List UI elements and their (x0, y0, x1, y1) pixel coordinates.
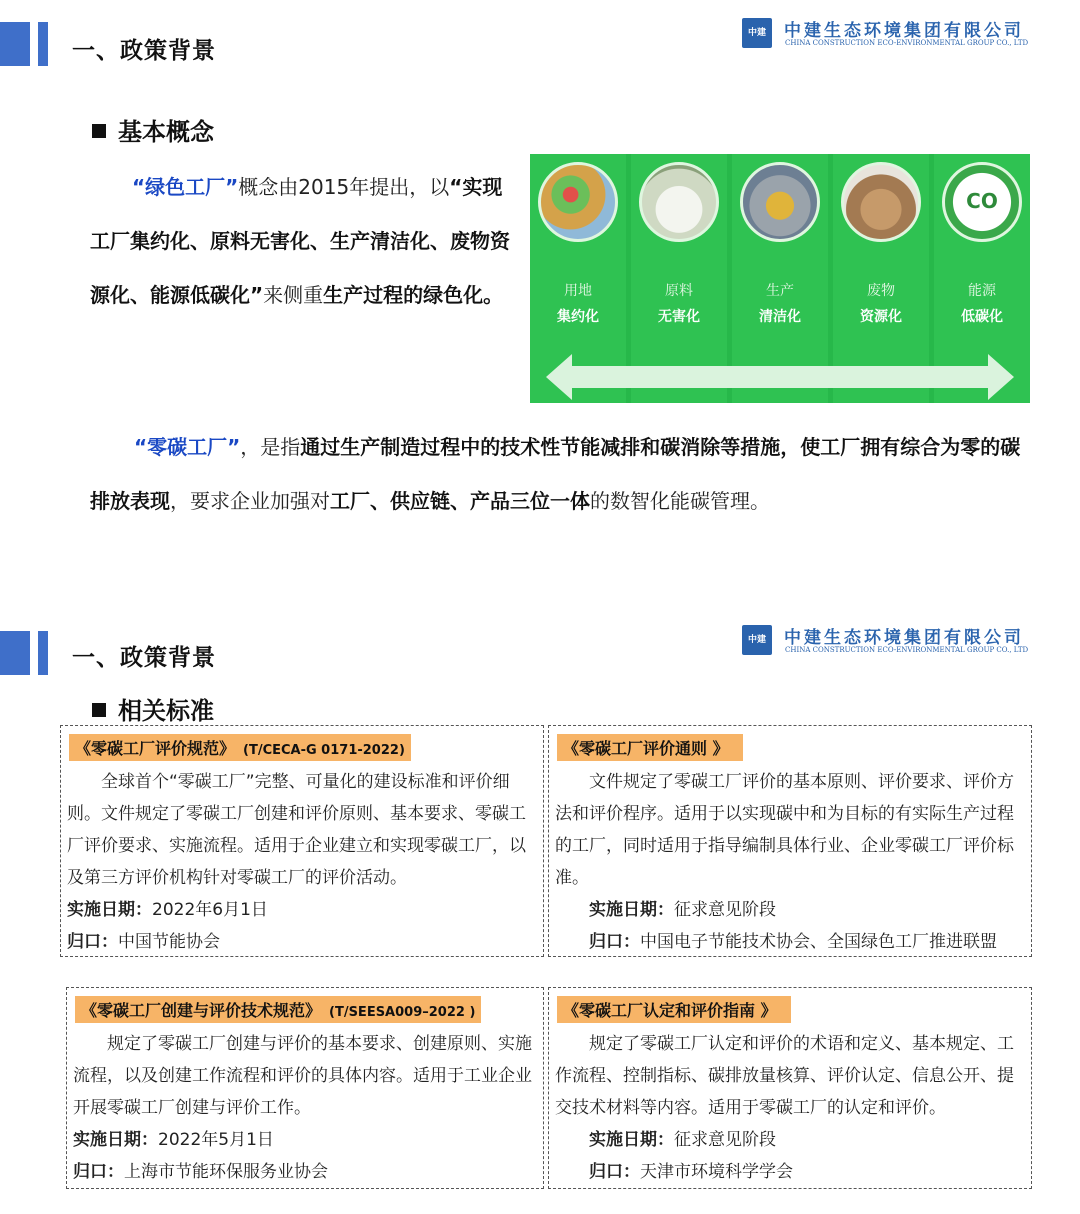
standard-description: 文件规定了零碳工厂评价的基本原则、评价要求、评价方法和评价程序。适用于以实现碳中和为目标的有实际生产过程的工厂，同时适用于指导编制具体行业、企业零碳工厂评价标准。 (555, 772, 1014, 888)
standard-card (548, 987, 1032, 1189)
standard-org: 归口：中国电子节能技术协会、全国绿色工厂推进联盟 (589, 932, 997, 952)
accent-bar (0, 22, 30, 66)
standard-org: 归口：上海市节能环保服务业协会 (73, 1162, 328, 1182)
zero-carbon-paragraph: “零碳工厂”，是指通过生产制造过程中的技术性节能减排和碳消除等措施，使工厂拥有综合为零的碳排放表现，要求企业加强对工厂、供应链、产品三位一体的数智化能碳管理。 (90, 435, 1021, 513)
standard-card (60, 725, 544, 957)
logo-english-name: CHINA CONSTRUCTION ECO-ENVIRONMENTAL GROUP CO., LTD (785, 646, 1029, 654)
company-logo (742, 18, 1062, 52)
panel-column-production: 生产 清洁化 (732, 154, 828, 403)
standard-date: 实施日期：2022年5月1日 (73, 1130, 274, 1150)
section-title: 一、政策背景 (72, 645, 216, 671)
standard-description: 全球首个“零碳工厂”完整、可量化的建设标准和评价细则。文件规定了零碳工厂创建和评价原则、基本要求、零碳工厂评价要求、实施流程。适用于企业建立和实现零碳工厂，以及第三方评价机构针对零碳工厂的评价活动。 (67, 772, 526, 888)
land-map-icon (538, 162, 618, 242)
subheading: 基本概念 (92, 112, 214, 147)
standard-title: 《零碳工厂评价通则 》 (557, 734, 743, 761)
subheading: 相关标准 (92, 691, 214, 726)
green-factory-paragraph: “绿色工厂”概念由2015年提出，以“实现工厂集约化、原料无害化、生产清洁化、废物资源化、能源低碳化”来侧重生产过程的绿色化。 (90, 175, 510, 307)
standard-date: 实施日期：征求意见阶段 (589, 1130, 776, 1150)
square-bullet-icon (92, 703, 106, 717)
standard-description: 规定了零碳工厂创建与评价的基本要求、创建原则、实施流程，以及创建工作流程和评价的具体内容。适用于工业企业开展零碳工厂创建与评价工作。 (73, 1034, 532, 1118)
standard-title: 《零碳工厂评价规范》 (T/CECA-G 0171-2022) (69, 734, 411, 761)
double-arrow-icon (546, 354, 1014, 400)
panel-column-energy: CO 能源 低碳化 (934, 154, 1030, 403)
accent-bar-thin (38, 22, 48, 66)
standard-card (548, 725, 1032, 957)
panel-column-land: 用地 集约化 (530, 154, 626, 403)
logo-mark-icon: 中建 (742, 625, 772, 655)
green-factory-term: “绿色工厂” (132, 175, 239, 199)
co2-icon: CO (942, 162, 1022, 242)
logo-chinese-name: 中建生态环境集团有限公司 (784, 628, 1024, 648)
production-tank-icon (740, 162, 820, 242)
slide-related-standards (0, 607, 1080, 1214)
panel-column-waste: 废物 资源化 (833, 154, 929, 403)
standard-title: 《零碳工厂创建与评价技术规范》 (T/SEESA009–2022 ) (75, 996, 481, 1023)
slide-basic-concepts (0, 0, 1080, 600)
standard-description: 规定了零碳工厂认定和评价的术语和定义、基本规定、工作流程、控制指标、碳排放量核算、评价认定、信息公开、提交技术材料等内容。适用于零碳工厂的认定和评价。 (555, 1034, 1014, 1118)
accent-bar (0, 631, 30, 675)
standard-date: 实施日期：征求意见阶段 (589, 900, 776, 920)
standard-title: 《零碳工厂认定和评价指南 》 (557, 996, 791, 1023)
standard-card (66, 987, 544, 1189)
square-bullet-icon (92, 124, 106, 138)
waste-boxes-icon (841, 162, 921, 242)
green-factory-diagram (530, 154, 1030, 403)
logo-english-name: CHINA CONSTRUCTION ECO-ENVIRONMENTAL GROUP CO., LTD (785, 39, 1029, 47)
zero-carbon-term: “零碳工厂” (134, 435, 241, 459)
accent-bar-thin (38, 631, 48, 675)
panel-column-material: 原料 无害化 (631, 154, 727, 403)
standard-org: 归口：中国节能协会 (67, 932, 220, 952)
logo-chinese-name: 中建生态环境集团有限公司 (784, 21, 1024, 41)
logo-mark-icon: 中建 (742, 18, 772, 48)
standard-date: 实施日期：2022年6月1日 (67, 900, 268, 920)
section-title: 一、政策背景 (72, 38, 216, 64)
raw-material-icon (639, 162, 719, 242)
company-logo (742, 625, 1062, 659)
standard-org: 归口：天津市环境科学学会 (589, 1162, 793, 1182)
